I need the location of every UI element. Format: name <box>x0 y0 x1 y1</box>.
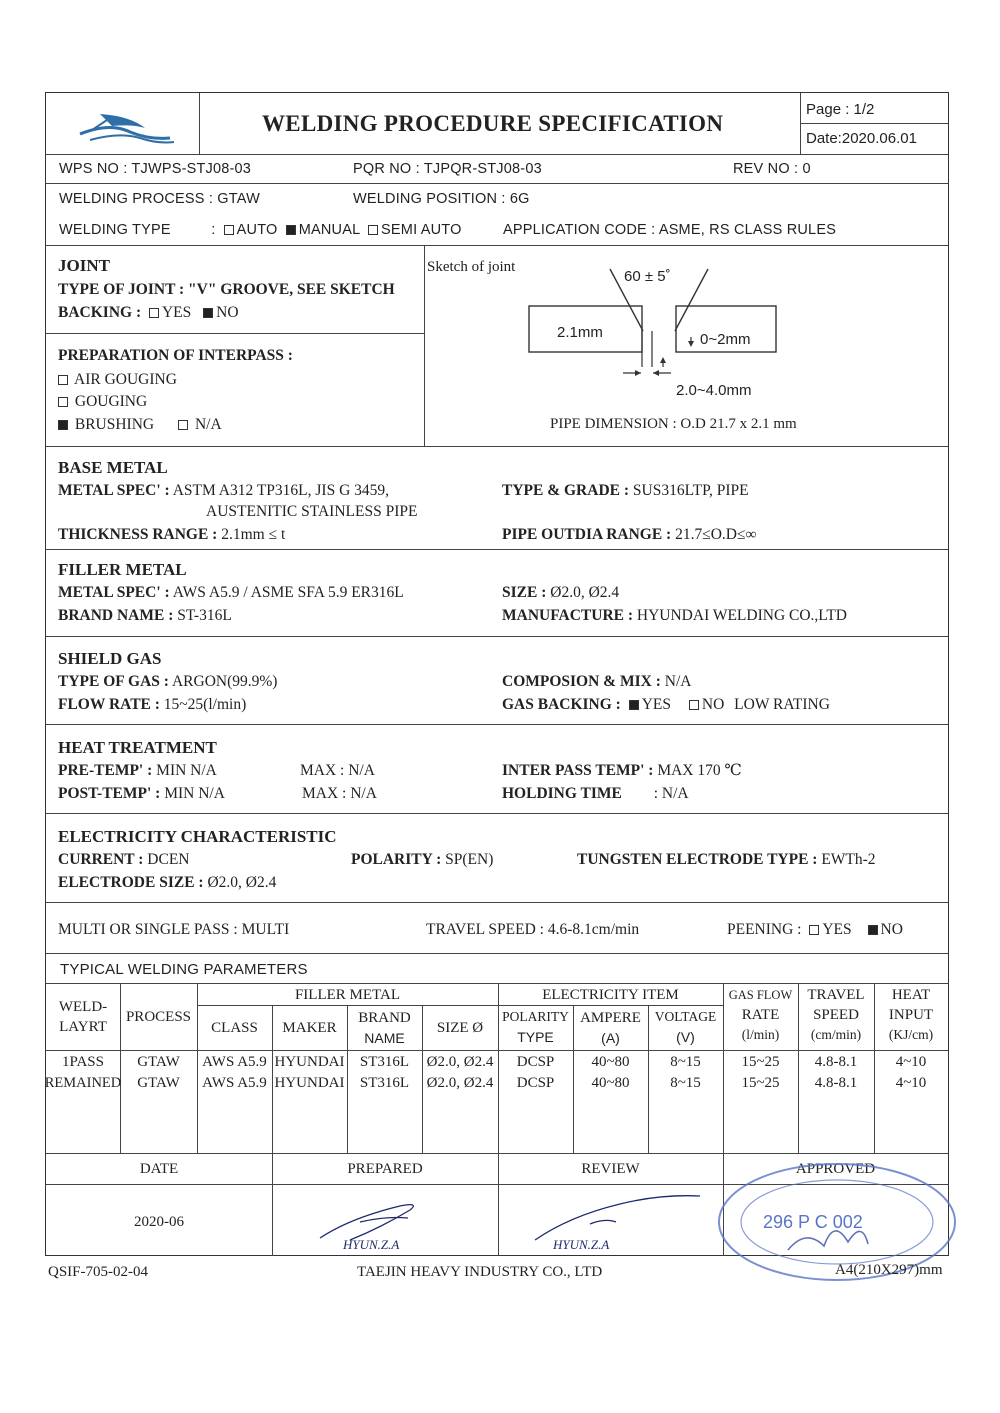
flow-rate-value: 15~25(l/min) <box>163 696 247 713</box>
cell-process: GTAW <box>137 1054 180 1070</box>
hdr-voltage: VOLTAGE (V) <box>654 1009 717 1045</box>
hdr-heat-input: HEAT INPUT (KJ/cm) <box>888 987 934 1042</box>
hdr-polarity: POLARITY TYPE <box>502 1009 569 1045</box>
tungsten-electrode <box>577 851 876 869</box>
welding-type-label: WELDING TYPE <box>59 222 171 238</box>
cell-voltage: 8~15 <box>670 1054 701 1070</box>
flow-rate-label: FLOW RATE : <box>58 696 160 713</box>
form-number: QSIF-705-02-04 <box>48 1264 148 1280</box>
type-auto: AUTO <box>236 222 278 238</box>
document-title: WELDING PROCEDURE SPECIFICATION <box>262 111 724 136</box>
cell-voltage: 8~15 <box>670 1075 701 1091</box>
holding-time <box>502 785 689 803</box>
cell-class: AWS A5.9 <box>202 1075 267 1091</box>
gas-backing-yes: YES <box>641 696 672 713</box>
hdr-brand-name: BRAND NAME <box>358 1010 411 1046</box>
gas-backing-label: GAS BACKING : <box>502 696 621 713</box>
peening <box>727 921 903 939</box>
backing-yes: YES <box>161 304 192 321</box>
hdr-gas-flow: GAS FLOW RATE (l/min) <box>728 988 793 1042</box>
checkbox-filled-icon <box>629 700 639 710</box>
sketch-angle: 60 ± 5˚ <box>624 268 671 285</box>
prep-brushing <box>58 416 222 434</box>
welding-process: WELDING PROCESS : GTAW <box>59 191 260 207</box>
welding-type-colon: : <box>211 222 216 238</box>
type-semi-auto: SEMI AUTO <box>381 222 462 238</box>
post-temp <box>58 785 225 803</box>
size-value: Ø2.0, Ø2.4 <box>550 584 620 601</box>
gas-type <box>58 673 277 691</box>
checkbox-empty-icon <box>178 420 188 430</box>
cell-layer: REMAINED <box>44 1075 122 1091</box>
composion-mix <box>502 673 691 691</box>
cell-process: GTAW <box>137 1075 180 1091</box>
checkbox-filled-icon <box>58 420 68 430</box>
cell-polarity: DCSP <box>516 1075 555 1091</box>
cell-travel: 4.8-8.1 <box>814 1075 858 1091</box>
prep-brushing-label: BRUSHING <box>74 416 155 433</box>
cell-heat: 4~10 <box>895 1054 927 1070</box>
base-metal-spec <box>58 482 389 500</box>
hdr-ampere: AMPERE (A) <box>580 1010 641 1046</box>
polarity-value: SP(EN) <box>445 851 494 868</box>
gas-backing-no: NO <box>701 696 725 713</box>
checkbox-empty-icon <box>689 700 699 710</box>
checkbox-empty-icon <box>58 397 68 407</box>
base-spec-label: METAL SPEC' : <box>58 482 170 499</box>
tungsten-label: TUNGSTEN ELECTRODE TYPE : <box>577 851 818 868</box>
interpass-label: INTER PASS TEMP' : <box>502 762 654 779</box>
hdr-filler-metal: FILLER METAL <box>294 987 401 1003</box>
checkbox-filled-icon <box>286 225 296 235</box>
grade-label: TYPE & GRADE : <box>502 482 630 499</box>
base-metal-spec-2: AUSTENITIC STAINLESS PIPE <box>206 503 418 520</box>
sketch-root-gap: 2.0~4.0mm <box>676 382 752 399</box>
interpass-value: MAX 170 ℃ <box>657 762 742 779</box>
cell-size: Ø2.0, Ø2.4 <box>426 1054 494 1070</box>
cell-size: Ø2.0, Ø2.4 <box>426 1075 494 1091</box>
peening-no: NO <box>880 921 903 938</box>
prepared-sign-text: HYUN.Z.A <box>343 1237 400 1252</box>
electricity-heading: ELECTRICITY CHARACTERISTIC <box>58 827 337 846</box>
pre-temp-max: MAX : N/A <box>300 762 375 779</box>
filler-metal-heading: FILLER METAL <box>58 560 187 579</box>
company-logo <box>70 104 180 150</box>
checkbox-empty-icon <box>368 225 378 235</box>
electrode-label: ELECTRODE SIZE : <box>58 874 204 891</box>
type-manual: MANUAL <box>298 222 360 238</box>
pipe-dimension: PIPE DIMENSION : O.D 21.7 x 2.1 mm <box>550 416 797 432</box>
brand-value: ST-316L <box>177 607 232 624</box>
current-label: CURRENT : <box>58 851 144 868</box>
hdr-process: PROCESS <box>125 1009 192 1025</box>
filler-spec-value: AWS A5.9 / ASME SFA 5.9 ER316L <box>172 584 404 601</box>
checkbox-empty-icon <box>58 375 68 385</box>
compo-value: N/A <box>664 673 692 690</box>
sketch-root-face: 0~2mm <box>700 331 751 348</box>
thickness-value: 2.1mm ≤ t <box>221 526 286 543</box>
holding-value: : N/A <box>653 785 689 802</box>
multi-single-pass: MULTI OR SINGLE PASS : MULTI <box>58 921 290 938</box>
travel-speed: TRAVEL SPEED : 4.6-8.1cm/min <box>426 921 640 938</box>
checkbox-empty-icon <box>149 308 159 318</box>
post-temp-min: MIN N/A <box>164 785 225 802</box>
cell-maker: HYUNDAI <box>274 1054 345 1070</box>
welding-type-row <box>59 222 462 239</box>
electrode-size <box>58 874 276 892</box>
signoff-review-label: REVIEW <box>581 1161 640 1177</box>
cell-layer: 1PASS <box>62 1054 104 1070</box>
hdr-maker: MAKER <box>282 1020 337 1036</box>
document-date: Date:2020.06.01 <box>806 130 917 147</box>
electrode-value: Ø2.0, Ø2.4 <box>207 874 277 891</box>
signoff-approved-label: APPROVED <box>795 1161 876 1177</box>
gas-type-label: TYPE OF GAS : <box>58 673 169 690</box>
peening-label: PEENING : <box>727 921 802 938</box>
checkbox-empty-icon <box>224 225 234 235</box>
filler-metal-spec <box>58 584 404 602</box>
gas-backing-low-rating: LOW RATING <box>734 696 830 713</box>
outdia-value: 21.7≤O.D≤∞ <box>675 526 757 543</box>
company-name: TAEJIN HEAVY INDUSTRY CO., LTD <box>357 1264 603 1280</box>
gas-type-value: ARGON(99.9%) <box>171 673 278 690</box>
prep-air-gouging <box>58 371 177 389</box>
welding-position: WELDING POSITION : 6G <box>353 191 530 207</box>
checkbox-filled-icon <box>868 925 878 935</box>
signoff-date-value: 2020-06 <box>134 1214 184 1230</box>
prep-air-label: AIR GOUGING <box>74 371 177 388</box>
filler-size <box>502 584 619 602</box>
hdr-class: CLASS <box>211 1020 258 1036</box>
prep-gouging <box>58 393 147 411</box>
holding-label: HOLDING TIME <box>502 785 622 802</box>
post-temp-label: POST-TEMP' : <box>58 785 161 802</box>
pqr-no: PQR NO : TJPQR-STJ08-03 <box>353 161 542 177</box>
peening-yes: YES <box>822 921 852 938</box>
checkbox-filled-icon <box>203 308 213 318</box>
prep-na-label: N/A <box>194 416 222 433</box>
wps-no: WPS NO : TJWPS-STJ08-03 <box>59 161 252 177</box>
sketch-label: Sketch of joint <box>427 259 516 275</box>
backing-row <box>58 304 239 322</box>
page-number: Page : 1/2 <box>806 101 875 118</box>
current <box>58 851 189 869</box>
type-grade <box>502 482 749 500</box>
prep-heading: PREPARATION OF INTERPASS : <box>58 347 293 364</box>
cell-ampere: 40~80 <box>591 1054 630 1070</box>
hdr-weld-layer: WELD- LAYRT <box>58 999 108 1035</box>
pipe-outdia-range <box>502 526 757 544</box>
cell-heat: 4~10 <box>895 1075 927 1091</box>
paper-size: A4(210X297)mm <box>835 1262 943 1278</box>
tungsten-value: EWTh-2 <box>821 851 876 868</box>
hdr-size: SIZE Ø <box>436 1020 484 1036</box>
flow-rate <box>58 696 246 714</box>
hdr-electricity: ELECTRICITY ITEM <box>542 987 679 1003</box>
pre-temp-label: PRE-TEMP' : <box>58 762 153 779</box>
rev-no: REV NO : 0 <box>733 161 811 177</box>
grade-value: SUS316LTP, PIPE <box>632 482 749 499</box>
application-code: APPLICATION CODE : ASME, RS CLASS RULES <box>503 222 837 238</box>
heat-treatment-heading: HEAT TREATMENT <box>58 738 217 757</box>
cell-gasflow: 15~25 <box>741 1054 780 1070</box>
shield-gas-heading: SHIELD GAS <box>58 649 162 668</box>
compo-label: COMPOSION & MIX : <box>502 673 661 690</box>
current-value: DCEN <box>147 851 190 868</box>
hdr-travel-speed: TRAVEL SPEED (cm/min) <box>807 987 865 1042</box>
filler-spec-label: METAL SPEC' : <box>58 584 170 601</box>
backing-no: NO <box>216 304 239 321</box>
joint-type: TYPE OF JOINT : "V" GROOVE, SEE SKETCH <box>58 281 395 298</box>
interpass-temp <box>502 762 742 780</box>
post-temp-max: MAX : N/A <box>302 785 377 802</box>
review-sign-text: HYUN.Z.A <box>553 1237 610 1252</box>
stamp-text: 296 P C 002 <box>763 1212 863 1232</box>
backing-label: BACKING : <box>58 304 142 321</box>
review-signature <box>520 1188 720 1258</box>
cell-gasflow: 15~25 <box>741 1075 780 1091</box>
size-label: SIZE : <box>502 584 547 601</box>
params-title: TYPICAL WELDING PARAMETERS <box>60 961 308 978</box>
manufacture-label: MANUFACTURE : <box>502 607 634 624</box>
manufacture <box>502 607 847 625</box>
cell-class: AWS A5.9 <box>202 1054 267 1070</box>
outdia-label: PIPE OUTDIA RANGE : <box>502 526 672 543</box>
thickness-label: THICKNESS RANGE : <box>58 526 218 543</box>
cell-brand: ST316L <box>359 1054 410 1070</box>
brand-label: BRAND NAME : <box>58 607 174 624</box>
prep-gouging-label: GOUGING <box>74 393 148 410</box>
sketch-thickness: 2.1mm <box>557 324 603 341</box>
pre-temp <box>58 762 217 780</box>
cell-maker: HYUNDAI <box>274 1075 345 1091</box>
polarity-label: POLARITY : <box>351 851 442 868</box>
joint-heading: JOINT <box>58 256 110 275</box>
cell-ampere: 40~80 <box>591 1075 630 1091</box>
gas-backing <box>502 696 830 714</box>
polarity <box>351 851 493 869</box>
base-metal-heading: BASE METAL <box>58 458 168 477</box>
signoff-date-label: DATE <box>139 1161 179 1177</box>
checkbox-empty-icon <box>809 925 819 935</box>
cell-travel: 4.8-8.1 <box>814 1054 858 1070</box>
base-spec-value: ASTM A312 TP316L, JIS G 3459, <box>172 482 390 499</box>
thickness-range <box>58 526 285 544</box>
cell-brand: ST316L <box>359 1075 410 1091</box>
signoff-prepared-label: PREPARED <box>347 1161 423 1177</box>
pre-temp-min: MIN N/A <box>156 762 217 779</box>
manufacture-value: HYUNDAI WELDING CO.,LTD <box>636 607 847 624</box>
brand-name <box>58 607 232 625</box>
cell-polarity: DCSP <box>516 1054 555 1070</box>
